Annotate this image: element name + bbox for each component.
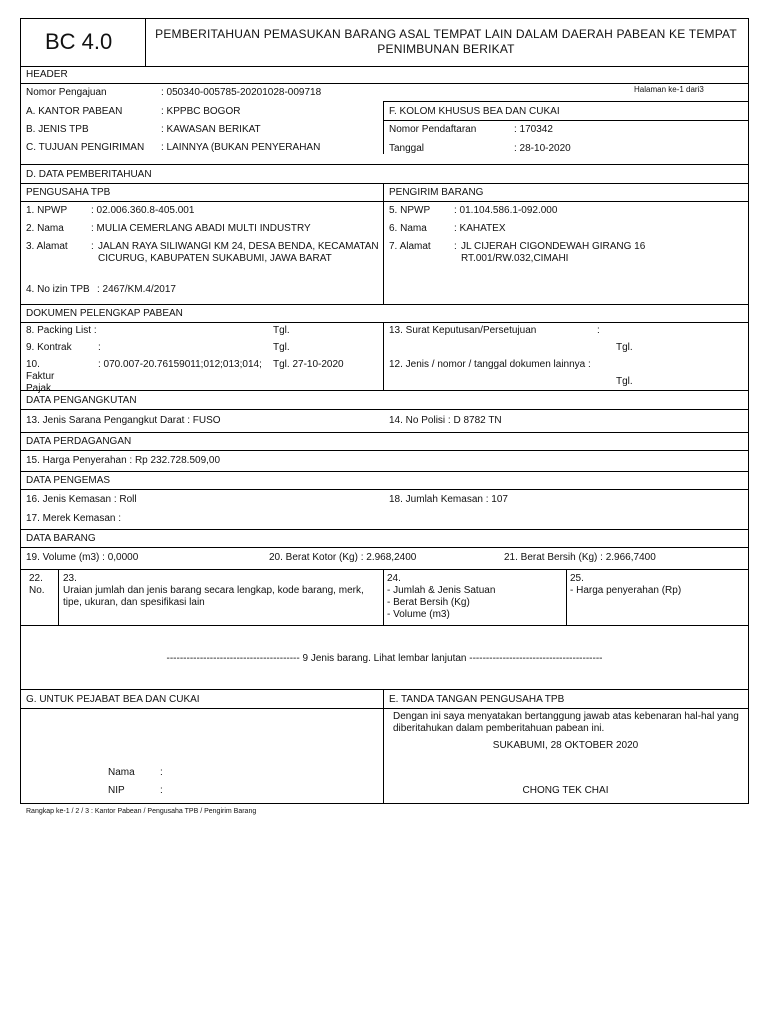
berat-kotor: 20. Berat Kotor (Kg) : 2.968,2400 [269,552,417,563]
barang-col-divider [383,569,384,625]
divider [21,390,748,391]
barang-col-divider [58,569,59,625]
tanggal-value: : 28-10-2020 [514,143,571,154]
kontrak-label: 9. Kontrak [26,342,72,353]
divider [21,569,748,570]
pernyataan-text: Dengan ini saya menyatakan bertanggung jawab atas kebenaran hal-hal yang diberitahukan dalam pemberitahuan pabean ini. [393,711,739,734]
pejabat-bea-cukai-label: G. UNTUK PEJABAT BEA DAN CUKAI [26,694,200,705]
faktur-pajak-label: 10. Faktur Pajak [26,359,55,394]
tujuan-pengiriman-label: C. TUJUAN PENGIRIMAN [26,142,145,153]
nomor-pengajuan-label: Nomor Pengajuan [26,87,107,98]
col-22-no: 22. No. [29,573,45,596]
nama-pejabat-label: Nama [108,767,135,778]
no-polisi: 14. No Polisi : D 8782 TN [389,415,502,426]
divider [21,529,748,530]
divider [21,689,748,690]
barang-col-divider [566,569,567,625]
jenis-tpb-label: B. JENIS TPB [26,124,89,135]
faktur-pajak-tgl: Tgl. 27-10-2020 [273,359,344,370]
data-pengangkutan-label: DATA PENGANGKUTAN [26,395,137,406]
pengirim-alamat-colon: : [454,241,457,252]
dokumen-column-divider [383,322,384,390]
packing-list-label: 8. Packing List : [26,325,97,336]
kontrak-colon: : [98,342,101,353]
kantor-pabean-value: : KPPBC BOGOR [161,106,241,117]
nomor-pendaftaran-value: : 170342 [514,124,553,135]
pengirim-alamat-value: JL CIJERAH CIGONDEWAH GIRANG 16 RT.001/RW.032,CIMAHI [461,241,646,264]
faktur-pajak-value: : 070.007-20.76159011;012;013;014; [98,359,262,370]
jenis-sarana-pengangkut: 13. Jenis Sarana Pengangkut Darat : FUSO [26,415,221,426]
alamat-colon: : [91,241,94,252]
divider [21,450,748,451]
data-pengemas-label: DATA PENGEMAS [26,475,111,486]
divider [21,708,748,709]
alamat-value: JALAN RAYA SILIWANGI KM 24, DESA BENDA, KECAMATAN CICURUG, KABUPATEN SUKABUMI, JAWA BARAT [98,241,379,264]
header-column-divider [383,101,384,154]
nama-label: 2. Nama [26,223,64,234]
surat-keputusan-tgl: Tgl. [616,342,633,353]
header-section-label: HEADER [26,69,68,80]
volume: 19. Volume (m3) : 0,0000 [26,552,139,563]
doc-title: PEMBERITAHUAN PEMASUKAN BARANG ASAL TEMPAT LAIN DALAM DAERAH PABEAN KE TEMPAT PENIMBUNAN BERIKAT [155,27,737,56]
divider [21,66,748,67]
alamat-label: 3. Alamat [26,241,68,252]
nomor-pendaftaran-label: Nomor Pendaftaran [389,124,477,135]
pengirim-npwp-value: : 01.104.586.1-092.000 [454,205,558,216]
divider [21,625,748,626]
divider [21,409,748,410]
divider [21,183,748,184]
col-24-jumlah: 24. - Jumlah & Jenis Satuan - Berat Bersih (Kg) - Volume (m3) [387,573,496,620]
berat-bersih: 21. Berat Bersih (Kg) : 2.966,7400 [504,552,656,563]
data-perdagangan-label: DATA PERDAGANGAN [26,436,132,447]
nama-value: : MULIA CEMERLANG ABADI MULTI INDUSTRY [91,223,311,234]
pengirim-npwp-label: 5. NPWP [389,205,431,216]
kantor-pabean-label: A. KANTOR PABEAN [26,106,123,117]
data-barang-label: DATA BARANG [26,533,96,544]
no-izin-tpb-value: : 2467/KM.4/2017 [97,284,176,295]
no-izin-tpb-label: 4. No izin TPB [26,284,90,295]
jenis-dokumen-lainnya-tgl: Tgl. [616,376,633,387]
data-pemberitahuan-label: D. DATA PEMBERITAHUAN [26,169,152,180]
divider [21,547,748,548]
doc-code: BC 4.0 [45,29,113,54]
nip-pejabat-label: NIP [108,785,125,796]
npwp-label: 1. NPWP [26,205,68,216]
jenis-dokumen-lainnya-label: 12. Jenis / nomor / tanggal dokumen lainnya : [389,359,591,370]
col-23-uraian: 23. Uraian jumlah dan jenis barang secara lengkap, kode barang, merk, tipe, ukuran, dan spesifikasi lain [63,573,364,608]
jenis-tpb-value: : KAWASAN BERIKAT [161,124,261,135]
divider [383,101,748,102]
jumlah-kemasan: 18. Jumlah Kemasan : 107 [389,494,508,505]
penandatangan-name: CHONG TEK CHAI [522,785,609,796]
halaman-indicator: Halaman ke-1 dari3 [634,85,704,94]
tanda-tangan-label: E. TANDA TANGAN PENGUSAHA TPB [389,694,565,705]
divider [21,489,748,490]
tanggal-label: Tanggal [389,143,425,154]
dokumen-pelengkap-label: DOKUMEN PELENGKAP PABEAN [26,308,183,319]
kolom-khusus-label: F. KOLOM KHUSUS BEA DAN CUKAI [389,106,560,117]
pengusaha-tpb-label: PENGUSAHA TPB [26,187,111,198]
nip-pejabat-colon: : [160,785,163,796]
pengirim-barang-label: PENGIRIM BARANG [389,187,484,198]
nomor-pengajuan-value: : 050340-005785-20201028-009718 [161,87,322,98]
divider [21,201,748,202]
divider [383,120,748,121]
surat-keputusan-colon: : [597,325,600,336]
surat-keputusan-label: 13. Surat Keputusan/Persetujuan [389,325,537,336]
pengirim-alamat-label: 7. Alamat [389,241,431,252]
divider [21,322,748,323]
divider [21,164,748,165]
harga-penyerahan: 15. Harga Penyerahan : Rp 232.728.509,00 [26,455,221,466]
bc40-form [20,18,749,804]
rangkap-footer: Rangkap ke-1 / 2 / 3 : Kantor Pabean / Pengusaha TPB / Pengirim Barang [26,808,257,815]
nama-pejabat-colon: : [160,767,163,778]
divider [21,471,748,472]
col-25-harga: 25. - Harga penyerahan (Rp) [570,573,682,596]
packing-list-tgl: Tgl. [273,325,290,336]
tujuan-pengiriman-value: : LAINNYA (BUKAN PENYERAHAN [161,142,321,153]
pengirim-nama-label: 6. Nama [389,223,427,234]
jenis-kemasan: 16. Jenis Kemasan : Roll [26,494,137,505]
lanjutan-note: ---------------------------------------- 9 Jenis barang. Lihat lembar lanjutan ---------------------------------------- [166,653,603,664]
merek-kemasan: 17. Merek Kemasan : [26,513,122,524]
tempat-tanggal: SUKABUMI, 28 OKTOBER 2020 [492,740,639,751]
npwp-value: : 02.006.360.8-405.001 [91,205,195,216]
kontrak-tgl: Tgl. [273,342,290,353]
pengirim-nama-value: : KAHATEX [454,223,506,234]
divider [21,304,748,305]
divider [21,432,748,433]
